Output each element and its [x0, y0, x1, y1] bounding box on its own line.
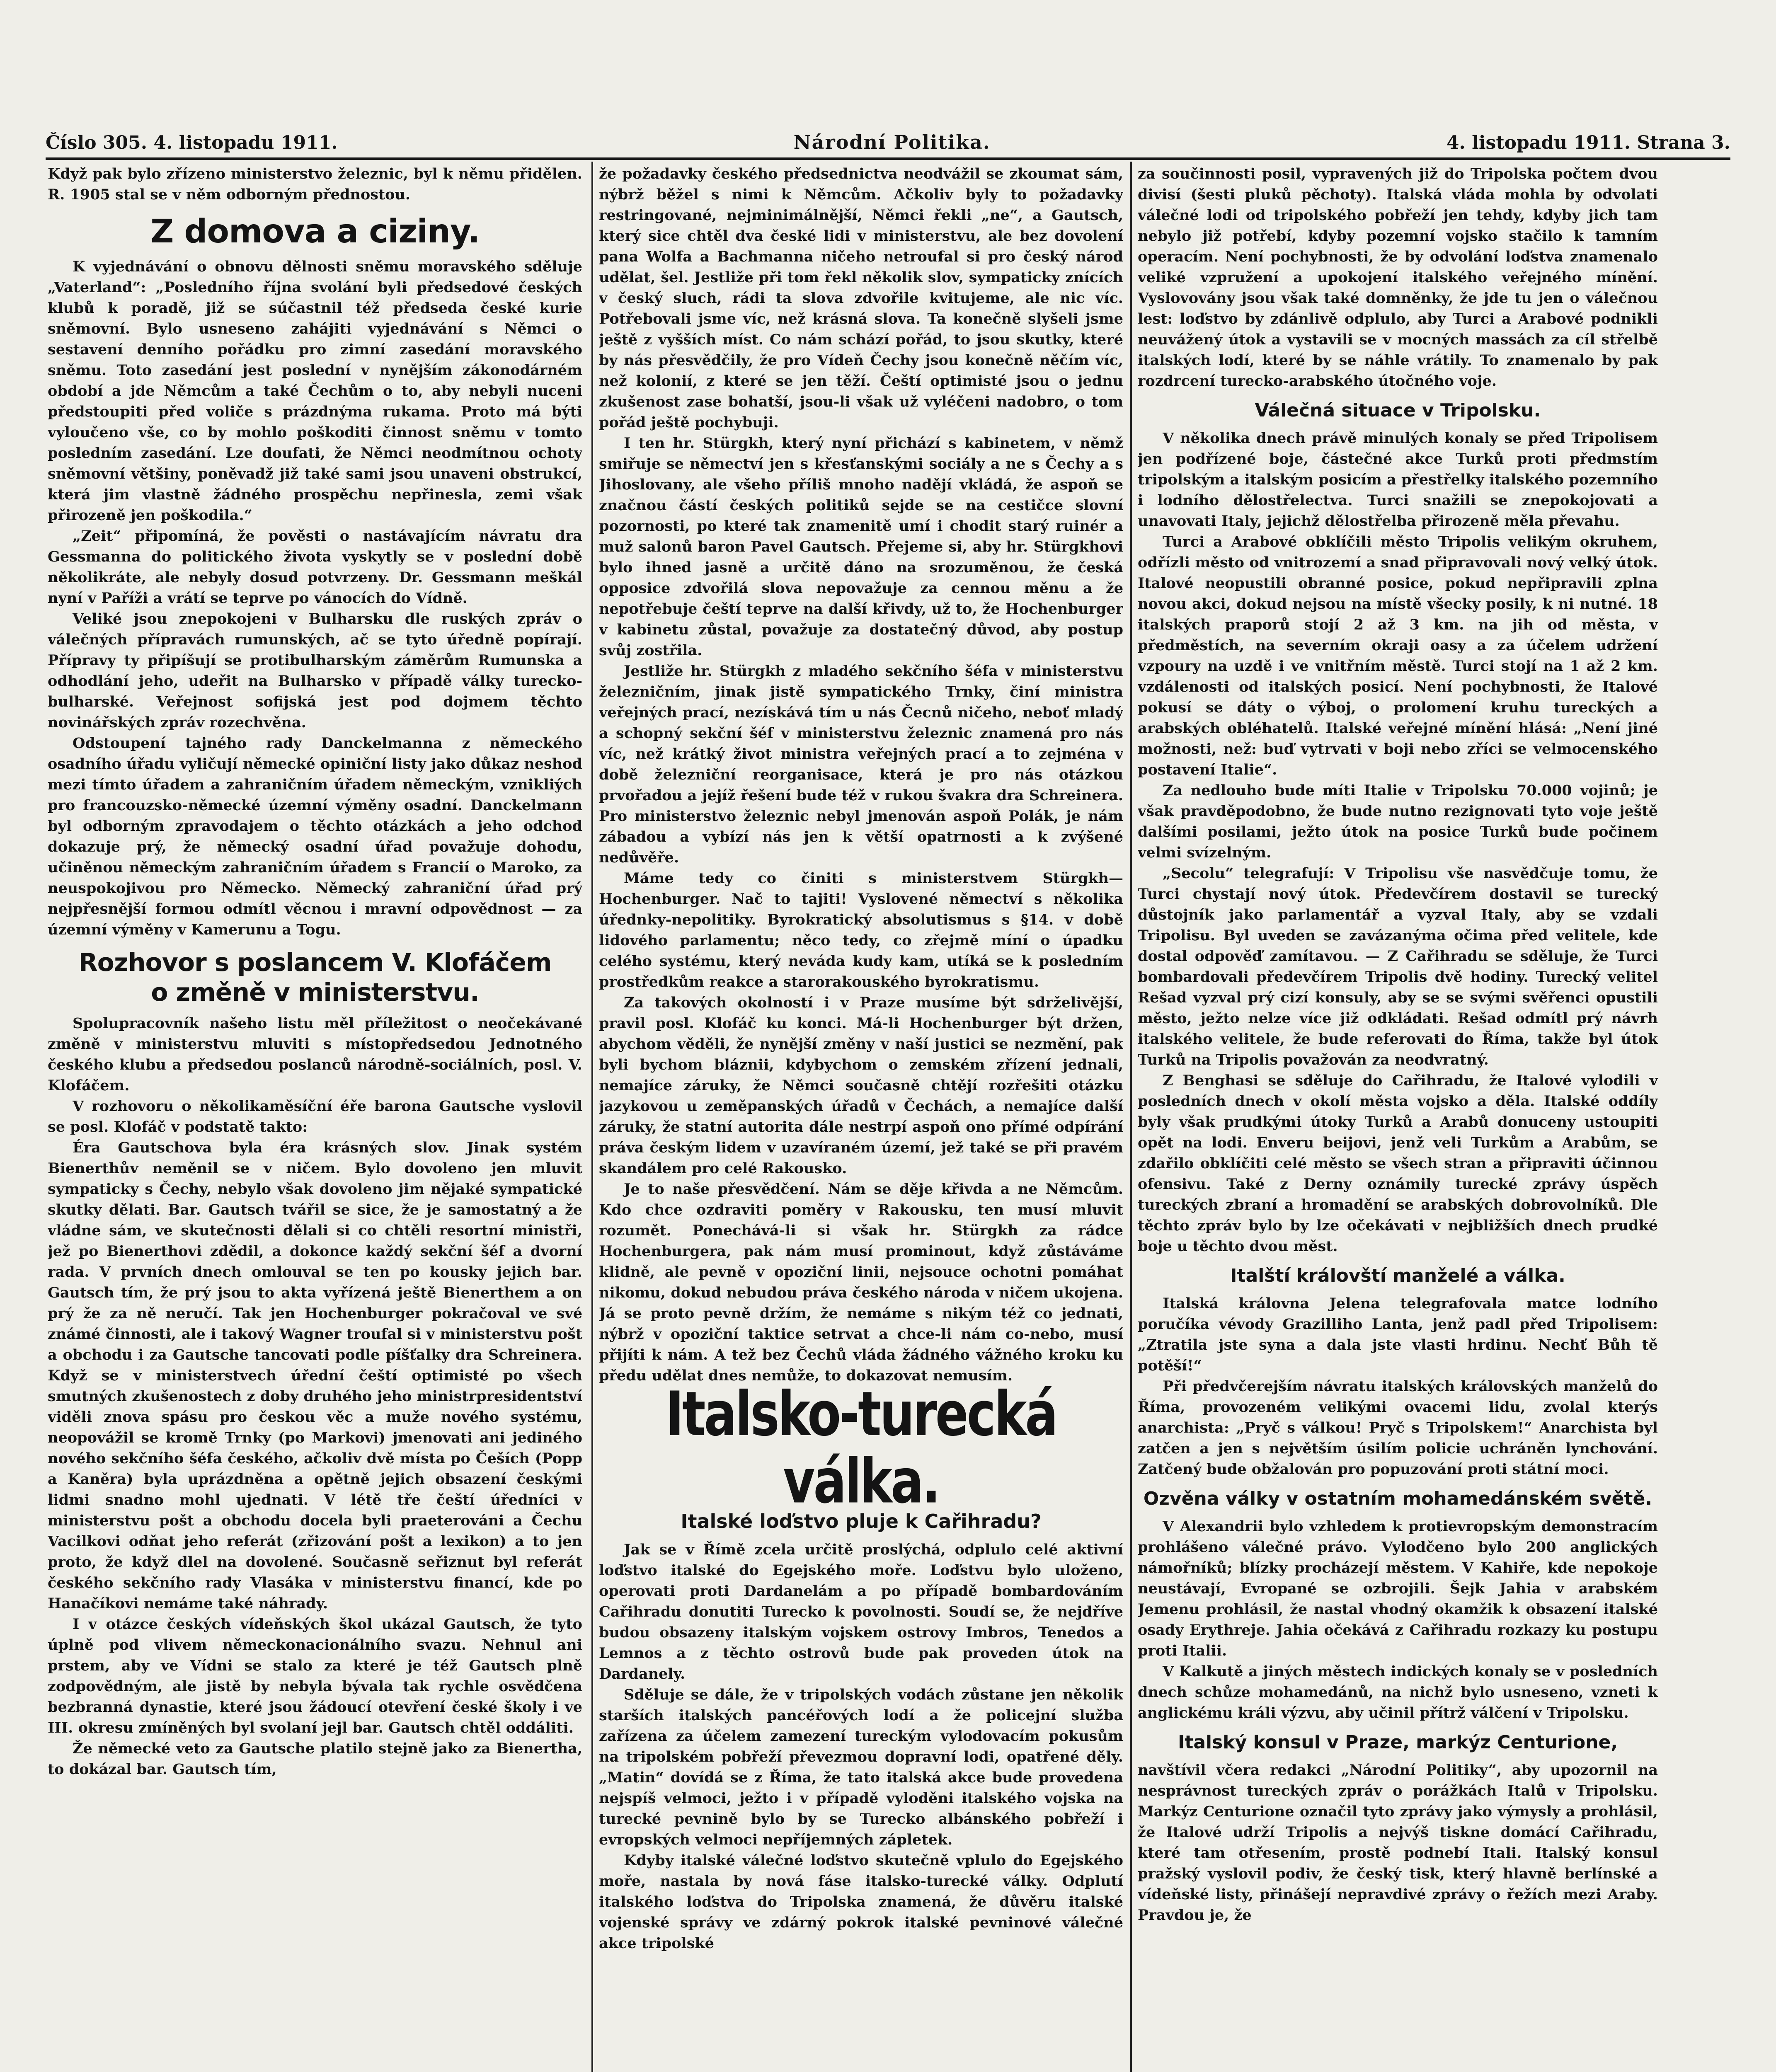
- section-heading-domova: Z domova a ciziny.: [150, 213, 480, 250]
- article-paragraph: za součinnosti posil, vypravených již do Tripolska počtem dvou divisí (šesti pluků pěchoty). Italská vláda mohla by odvolati válečné lodi od tripolského pobřeží jen tehdy, kdyby jich tam nebylo již potřebí, kdyby pozemní vojsko stačilo k tamním operacím. Není pochybnosti, že by odvolání loďstva znamenalo veliké vzpružení a upokojení italského veřejného mínění. Vyslovovány jsou však také domněnky, že jde tu jen o válečnou lest: loďstvo by zdánlivě odplulo, aby Turci a Arabové podnikli neuvážený útok a vystavili se v mocných massách za cíl střelbě italských lodí, které by se náhle vrátily. To znamenalo by pak rozdrcení turecko-arabského útočného voje.: [1138, 165, 1658, 390]
- article-heading-rozhovor: Rozhovor s poslancem V. Klofáčem: [78, 948, 552, 977]
- article-paragraph: Z Benghasi se sděluje do Cařihradu, že Italové vylodili v posledních dnech v okolí města vojsko a děla. Italské oddíly byly však prudkými útoky Turků a Arabů donuceny ustoupiti opět na lodi. Enveru beijovi, jenž veli Turkům a Arabům, se zdařilo obklíčiti celé město se všech stran a připraviti účinnou ofensivu. Také z Derny oznámily turecké zprávy úspěch tureckých zbraní a hromadění se arabských dobrovolníků. Dle těchto zpráv bylo by lze očekávati v nejbližších dnech prudké boje u těchto dvou měst.: [1138, 1072, 1658, 1255]
- article-paragraph: Jak se v Římě zcela určitě proslýchá, odplulo celé aktivní loďstvo italské do Egejského moře. Loďstvu bylo uloženo, operovati proti Dardanelám a po případě bombardováním Cařihradu donutiti Turecko k povolnosti. Soudí se, že nejdříve budou obsazeny italským vojskem ostrovy Imbros, Tenedos a Lemnos a z těchto ostrovů bude pak proveden útok na Dardanely.: [599, 1541, 1123, 1682]
- article-heading-lodstvo: Italské loďstvo pluje k Cařihradu?: [681, 1510, 1042, 1532]
- article-paragraph: Za nedlouho bude míti Italie v Tripolsku 70.000 vojinů; je však pravděpodobno, že bude nutno rezignovati tyto voje ještě dalšími posilami, ježto útok na posice Turků bude počinem velmi svízelným.: [1138, 782, 1658, 861]
- article-paragraph: Italská královna Jelena telegrafovala matce lodního poručíka vévody Grazilliho Lanta, jenž padl před Tripolisem: „Ztratila jste syna a dala jste vlasti hrdinu. Nechť Bůh tě potěší!“: [1138, 1295, 1658, 1374]
- article-paragraph: že požadavky českého předsednictva neodvážil se zkoumat sám, nýbrž běžel s nimi k Němcům. Ačkoliv byly to požadavky restringované, nejminimálnější, Němci řekli „ne“, a Gautsch, který sice chtěl dva české lidi v ministerstvu, ale bez dovolení pana Wolfa a Bachmanna ničeho netroufal si pro český národ udělat, šel. Jestliže při tom řekl několik slov, sympaticky znících v český sluch, rádi ta slova zdvořile kvitujeme, ale nic víc. Potřebovali jsme víc, než krásná slova. Ta konečně slyšeli jsme ještě z vyšších míst. Co nám schází pořád, to jsou skutky, které by nás přesvědčily, že pro Vídeň Čechy jsou konečně něčím víc, než kolonií, z které se jen těží. Čeští optimisté jsou o jednu zkušenost zase bohatší, jsou-li však už vyléčeni nadobro, o tom pořád ještě pochybuji.: [599, 165, 1123, 431]
- article-paragraph: I v otázce českých vídeňských škol ukázal Gautsch, že tyto úplně pod vlivem německonacionálního svazu. Nehnul ani prstem, aby ve Vídni se stalo za které je též Gautsch plně zodpovědným, ale jistě by nebyla bývala tak rychle osvědčena bezbranná dynastie, které jsou žádoucí otevření české školy i ve III. okresu zmíněných byl svolaní jejl bar. Gautsch chtěl oddáliti.: [48, 1616, 582, 1736]
- masthead-rule: [46, 157, 1730, 160]
- column-divider: [591, 162, 593, 2072]
- masthead: [46, 124, 1730, 153]
- article-paragraph: Je to naše přesvědčení. Nám se děje křivda a ne Němcům. Kdo chce ozdraviti poměry v Rakousku, ten musí mluvit rozumět. Ponechává-li si však hr. Stürgkh za rádce Hochenburgera, pak nám musí prominout, když zůstáváme klidně, ale pevně v opoziční linii, nejsouce ochotni pomáhat nikomu, dokud nebudou práva českého národa v ničem ukojena. Já se proto pevně držím, že nemáme s nikým též co jednati, nýbrž v opoziční taktice setrvat a chce-li nám co-nebo, musí přijíti k nám. A tež bez Čechů vláda žádného vážného kroku ku předu udělat dnes nemůže, to dokazovat nemusím.: [599, 1181, 1123, 1384]
- article-paragraph: V Kalkutě a jiných městech indických konaly se v posledních dnech schůze mohamedánů, na nichž bylo usneseno, vzneti k anglickému králi výzvu, aby učinil přítrž válčení v Tripolsku.: [1138, 1663, 1658, 1721]
- article-heading-manzele: Italští královští manželé a válka.: [1230, 1265, 1565, 1286]
- article-paragraph: Za takových okolností i v Praze musíme být sdrželivější, pravil posl. Klofáč ku konci. Má-li Hochenburger být držen, abychom věděli, že nynější změny v naší justici se nezmění, pak byli bychom bláznii, kdybychom o zemském zřízení jednali, nemajíce záruky, že Němci současně chtějí rozřešiti otázku jazykovou u zeměpanských úřadů v Čechách, a nemajíce další záruky, že statní autorita dále nestrpí aspoň ono přímé odpírání práva českým lidem v uzavíraném území, jež také se při pravém skandálem pro celé Rakousko.: [599, 994, 1123, 1177]
- article-paragraph: Veliké jsou znepokojeni v Bulharsku dle ruských zpráv o válečných přípravách rumunských, ač se tyto úředně popírají. Přípravy ty připíšují se protibulharským záměrům Rumunska a odhodlání jeho, udeřit na Bulharsko v případě války turecko-bulharské. Veřejnost sofijská jest pod dojmem těchto novinářských zpráv rozechvěna.: [48, 610, 582, 731]
- article-paragraph: „Zeit“ připomíná, že pověsti o nastávajícím návratu dra Gessmanna do politického života vyskytly se v poslední době několikráte, ale nebyly dosud potvrzeny. Dr. Gessmann meškál nyní v Paříži a vrátí se teprve po vánocích do Vídně.: [48, 528, 582, 607]
- column-3: [1138, 164, 1658, 2072]
- article-paragraph: navštívil včera redakci „Národní Politiky“, aby upozornil na nesprávnost tureckých zpráv o porážkách Italů v Tripolsku. Markýz Centurione označil tyto zprávy jako výmysly a prohlásil, že Italové udrží Tripolis a nejvýš tiskne domácí Cařihradu, které tam otřesením, prostě podnebí Itali. Italský konsul pražský vyslovil podiv, že český tisk, který hlavně berlínské a vídeňské listy, přinášejí nepravdivé zprávy o řežích mezi Araby. Pravdou je, že: [1138, 1762, 1658, 1924]
- article-paragraph: Sděluje se dále, že v tripolských vodách zůstane jen několik starších italských pancéřových lodí a že policejní služba zařízena za účelem zamezení tureckým vylodovacím pokusům na tripolském pobřeží převezmou dopravní lodi, opatřené děly. „Matin“ dovídá se z Říma, že tato italská akce bude provedena nejspíš velmoci, ježto i v případě vyloděni italského vojska na turecké pevnině bylo by se Turecko albánského pobřeží i evropských velmoci nepříjemných zápletek.: [599, 1686, 1123, 1848]
- date-page-number: 4. listopadu 1911. Strana 3.: [1446, 132, 1730, 153]
- article-paragraph: „Secolu“ telegrafují: V Tripolisu vše nasvědčuje tomu, že Turci chystají nový útok. Předevčírem dostavil se turecký důstojník jako parlamentář a vyzval Italy, aby se vzdali Tripolisu. Byl uveden se zavázanýma očima před velitele, kde dostal odpověď zamítavou. — Z Cařihradu se sděluje, že Turci bombardovali předevčírem Tripolis dvě hodiny. Turecký velitel Rešad vyzval prý cizí konsuly, aby se se svými svěřenci opustili město, ježto nelze více již odkládati. Rešad odmítl prý návrh italského velitele, že bude referovati do Říma, takže byl útok Turků na Tripolis považován za neodvratný.: [1138, 865, 1658, 1068]
- article-paragraph: K vyjednávání o obnovu dělnosti sněmu moravského sděluje „Vaterland“: „Posledního října svolání byli předsedové českých klubů k poradě, již se súčastnil též předseda české kurie sněmovní. Bylo usneseno zahájiti vyjednávání s Němci o sestavení denního pořádku pro zimní zasedání moravského sněmu. Toto zasedání jest poslední v nynějším zákonodárném období a jde Němcům a také Čechům o to, aby nebyli nuceni předstoupiti před voliče s prázdnýma rukama. Proto má býti vyloučeno vše, co by mohlo poškoditi činnost sněmu v tomto posledním zasedání. Lze doufati, že Němci neodmítnou ochoty sněmovní většiny, poněvadž již také sami jsou unaveni obstrukcí, která jim vlastně žádného prospěchu nepřinesla, zemi však přirozeně jen poškodila.“: [48, 258, 582, 524]
- article-paragraph: Éra Gautschova byla éra krásných slov. Jinak systém Bienerthův neměnil se v ničem. Bylo dovoleno jen mluvit sympaticky s Čechy, nebylo však dovoleno jim nějaké sympatické skutky dělati. Bar. Gautsch tvářil se sice, že je samostatný a že vládne sám, ve skutečnosti dělali si co chtěli resortní ministři, jež po Bienerthovi zdědil, a dokonce každý sekční šéf a dvorní rada. V prvních dnech omlouval se ten po kousky jejich bar. Gautsch tím, že prý jsou to akta vyřízená ještě Bienerthem a on prý že za ně neručí. Tak jen Hochenburger pokračoval ve své známé činnosti, ale i takový Wagner troufal si v ministerstvu pošt a obchodu i za Gautsche tancovati podle píšťalky dra Schreinera. Když se v ministerstvech úřední čeští optimisté po všech smutných zkušenostech z doby druhého jeho ministrpresidentství viděli znova spásu pro českou věc a muže nového systému, neopovážil se kromě Trnky (po Markovi) jmenovati ani jediného nového sekčního šéfa českého, ačkoliv dvě místa po Češích (Popp a Kaněra) byla uprázdněna a opětně jejich obsazení českými lidmi snadno mohl ujednati. V létě tře čeští úředníci v ministerstvu pošt a obchodu docela byli praeterováni a Čechu Vacilkovi odňat jeho referát (zřizování pošt a lexikon) a to jen proto, že když dlel na dovolené. Současně seřiznut byl referát českého sekčního rady Vlasáka v ministerstvu financí, kde po Hanačíkovi nemáme také náhrady.: [48, 1139, 582, 1612]
- newspaper-title: Národní Politika.: [793, 131, 991, 153]
- article-paragraph: Odstoupení tajného rady Danckelmanna z německého osadního úřadu vyličují německé opiniční listy jako důkaz neshod mezi tímto úřadem a zahraničním úřadem německým, vznikliých pro francouzsko-německé územní výměny osadní. Danckelmann byl odborným zpravodajem o těchto otázkách a jeho odchod dokazuje prý, že německý osadní úřad považuje dohodu, učiněnou německým zahraničním úřadem s Francií o Maroko, za neuspokojivou pro Německo. Německý zahraniční úřad prý nejpřesnější formou odmítl věcnou i mravní odpovědnost — za územní výměny v Kamerunu a Togu.: [48, 735, 582, 938]
- article-subheading-zmene: o změně v ministerstvu.: [151, 978, 479, 1007]
- article-heading-ozvena: Ozvěna války v ostatním mohamedánském světě.: [1143, 1488, 1652, 1509]
- article-paragraph: Kdyby italské válečné loďstvo skutečně vplulo do Egejského moře, nastala by nová fáse italsko-turecké války. Odplutí italského loďstva do Tripolska znamená, že důvěru italské vojenské správy ve zdárný pokrok italské pevninové válečné akce tripolské: [599, 1852, 1123, 1952]
- article-paragraph: V Alexandrii bylo vzhledem k protievropským demonstracím prohlášeno válečné právo. Vylodčeno bylo 200 anglických námořníků; blízky procházejí městem. V Kahiře, kde nepokoje neustávají, Evropané se ozbrojili. Šejk Jahia v arabském Jemenu prohlásil, že nastal vhodný okamžik k obsazení italské osady Erythreje. Jahia očekává z Cařihradu rozkazy ku postupu proti Italii.: [1138, 1518, 1658, 1659]
- article-paragraph: Turci a Arabové obklíčili město Tripolis velikým okruhem, odřízli město od vnitrozemí a snad připravovali nový velký útok. Italové neopustili obranné posice, pokud nepřipravili zplna novou akci, dokud nejsou na místě všecky posily, k ni nutné. 18 italských praporů stojí 2 až 3 km. na jih od města, v předměstích, na severním okraji oasy a za účelem udržení vzpoury na uzdě i ve vnitřním městě. Turci stojí na 1 až 2 km. vzdálenosti od italských posicí. Není pochybnosti, že Italové pokusí se dáty o výboj, o prolomení kruhu tureckých a arabských obléhatelů. Italské veřejné mínění hlásá: „Není jiné možnosti, než: buď vytrvati v boji nebo zříci se velmocenského postavení Italie“.: [1138, 533, 1658, 778]
- section-heading-italsko-turecka: Italsko-turecká válka.: [666, 1378, 1056, 1517]
- column-divider: [1130, 162, 1132, 2072]
- article-paragraph: I ten hr. Stürgkh, který nyní přichází s kabinetem, v němž smiřuje se němectví jen s křesťanskými sociály a ne s Čechy a s Jihoslovany, ale všeho příliš mnoho nadějí vkládá, že aspoň se značnou částí českých politiků sejde se na cestičce slovní pozornosti, po které tak znamenitě umí i chodit starý ruinér a muž salonů baron Pavel Gautsch. Přejeme si, aby hr. Stürgkhovi bylo ihned jasně a určitě dáno na srozuměnou, že česká opposice zdvořilá slova nepovažuje za cennou měnu a že nepotřebuje čeští teprve na další křivdy, už to, že Hochenburger v kabinetu zůstal, považuje za dostatečný důvod, aby postup svůj zostřila.: [599, 435, 1123, 659]
- column-1: [48, 164, 582, 2072]
- article-heading-konsul: Italský konsul v Praze, markýz Centurione,: [1178, 1732, 1618, 1753]
- article-paragraph: Při předvčerejším návratu italských královských manželů do Říma, provozeném velikými ovacemi lidu, zvolal kterýs anarchista: „Pryč s válkou! Pryč s Tripolskem!“ Anarchista byl zatčen a jen s největším úsilím policie uchráněn lynchování. Zatčený bude obžalován pro popuzování proti státní moci.: [1138, 1378, 1658, 1478]
- article-heading-situace: Válečná situace v Tripolsku.: [1255, 400, 1541, 421]
- article-paragraph: V rozhovoru o několikaměsíční éře barona Gautsche vyslovil se posl. Klofáč v podstatě takto:: [48, 1098, 582, 1135]
- article-continuation: Když pak bylo zřízeno ministerstvo železnic, byl k němu přidělen. R. 1905 stal se v něm odborným přednostou.: [48, 165, 582, 203]
- column-2: [599, 164, 1123, 2072]
- issue-number-date: Číslo 305. 4. listopadu 1911.: [46, 132, 338, 153]
- article-paragraph: Že německé veto za Gautsche platilo stejně jako za Bienertha, to dokázal bar. Gautsch tím,: [48, 1740, 582, 1778]
- article-paragraph: Jestliže hr. Stürgkh z mladého sekčního šéfa v ministerstvu železničním, jinak jistě sympatického Trnky, činí ministra veřejných prací, nezískává tím u nás Čecnů ničeho, neboť mladý a schopný sekční šéf v ministerstvu železnic znamená pro nás víc, než krátký život ministra veřejných prací a to zejména v době železniční reorganisace, která je pro nás otázkou prvořadou a jejíž řešení bude též v rukou švakra dra Schreinera. Pro ministerstvo železnic nebyl jmenován aspoň Polák, je nám zábadou a vybízí nás jen k větší opatrnosti a k zvýšené nedůvěře.: [599, 663, 1123, 866]
- article-paragraph: V několika dnech právě minulých konaly se před Tripolisem jen podřízené boje, částečné akce Turků proti předmstím tripolským a italským posicím a přestřelky italského pozemního i lodního dělostřelectva. Turci snažili se znepokojovati a unavovati Italy, jejichž dělostřelba přirozeně měla převahu.: [1138, 430, 1658, 530]
- article-paragraph: Máme tedy co činiti s ministerstvem Stürgkh—Hochenburger. Nač to tajiti! Vyslovené němectví s několika úřednky-nepolitiky. Byrokratický absolutismus s §14. v době lidového parlamentu; něco tedy, co zřejmě míní o úpadku celého systému, který neváda kudy kam, utíká se k posledním prostředkům reakce a starorakouského byrokratismu.: [599, 870, 1123, 990]
- article-paragraph: Spolupracovník našeho listu měl příležitost o neočekávané změně v ministerstvu mluviti s místopředsedou Jednotného českého klubu a předsedou poslanců národně-sociálních, posl. V. Klofáčem.: [48, 1015, 582, 1094]
